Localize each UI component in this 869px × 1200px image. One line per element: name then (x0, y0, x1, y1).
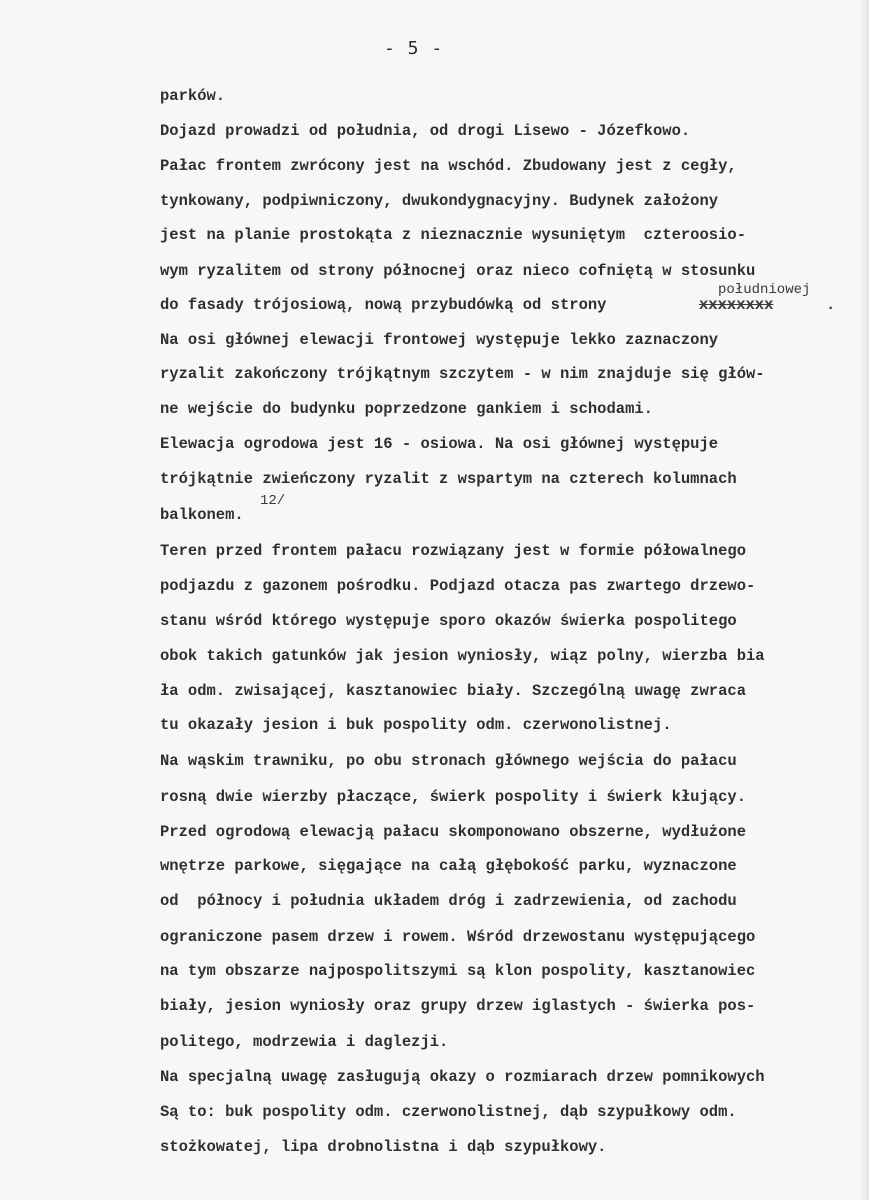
text-line: do fasady trójosiową, nową przybudówką od strony (160, 296, 616, 314)
text-line: Są to: buk pospolity odm. czerwonolistnej, dąb szypułkowy odm. (160, 1103, 737, 1121)
text-line: tynkowany, podpiwniczony, dwukondygnacyjny. Budynek założony (160, 192, 719, 210)
text-line: rosną dwie wierzby płaczące, świerk pospolity i świerk kłujący. (160, 788, 746, 806)
sentence-period: . (826, 296, 836, 314)
text-line: od północy i południa układem dróg i zadrzewienia, od zachodu (160, 892, 737, 910)
page-number: - 5 - (384, 38, 444, 59)
struck-out-text: xxxxxxxx (699, 296, 774, 314)
text-line: trójkątnie zwieńczony ryzalit z wspartym na czterech kolumnach (160, 470, 737, 488)
text-line: ryzalit zakończony trójkątnym szczytem - w nim znajduje się głów- (160, 365, 765, 383)
text-line: politego, modrzewia i daglezji. (160, 1033, 449, 1051)
text-line: Elewacja ogrodowa jest 16 - osiowa. Na osi głównej występuje (160, 435, 719, 453)
footnote-marker: 12/ (260, 493, 286, 509)
text-line: Na specjalną uwagę zasługują okazy o rozmiarach drzew pomnikowych (160, 1068, 765, 1086)
handwritten-insertion: południowej (718, 282, 811, 298)
text-line: obok takich gatunków jak jesion wyniosły, wiąz polny, wierzba bia (160, 647, 765, 665)
text-line: podjazdu z gazonem pośrodku. Podjazd otacza pas zwartego drzewo- (160, 577, 756, 595)
text-line: Teren przed frontem pałacu rozwiązany jest w formie półowalnego (160, 542, 746, 560)
text-line: stożkowatej, lipa drobnolistna i dąb szypułkowy. (160, 1138, 607, 1156)
text-line: Na wąskim trawniku, po obu stronach głównego wejścia do pałacu (160, 752, 737, 770)
text-line: Pałac frontem zwrócony jest na wschód. Zbudowany jest z cegły, (160, 157, 737, 175)
text-line: biały, jesion wyniosły oraz grupy drzew iglastych - świerka pos- (160, 997, 756, 1015)
text-line: stanu wśród którego występuje sporo okazów świerka pospolitego (160, 612, 737, 630)
text-line: ła odm. zwisającej, kasztanowiec biały. Szczególną uwagę zwraca (160, 682, 746, 700)
text-line: Przed ogrodową elewacją pałacu skomponowano obszerne, wydłużone (160, 823, 746, 841)
text-line: wnętrze parkowe, sięgające na całą głębokość parku, wyznaczone (160, 857, 737, 875)
text-line: parków. (160, 87, 226, 105)
text-line: ne wejście do budynku poprzedzone gankiem i schodami. (160, 400, 653, 418)
text-line: tu okazały jesion i buk pospolity odm. czerwonolistnej. (160, 716, 672, 734)
text-line: wym ryzalitem od strony północnej oraz nieco cofniętą w stosunku (160, 262, 756, 280)
text-line: Dojazd prowadzi od południa, od drogi Lisewo - Józefkowo. (160, 122, 691, 140)
text-line: ograniczone pasem drzew i rowem. Wśród drzewostanu występującego (160, 928, 756, 946)
text-line: balkonem. (160, 506, 244, 524)
text-line: jest na planie prostokąta z nieznacznie wysuniętym czteroosio- (160, 226, 746, 244)
text-line: na tym obszarze najpospolitszymi są klon pospolity, kasztanowiec (160, 962, 756, 980)
text-line: Na osi głównej elewacji frontowej występuje lekko zaznaczony (160, 331, 719, 349)
